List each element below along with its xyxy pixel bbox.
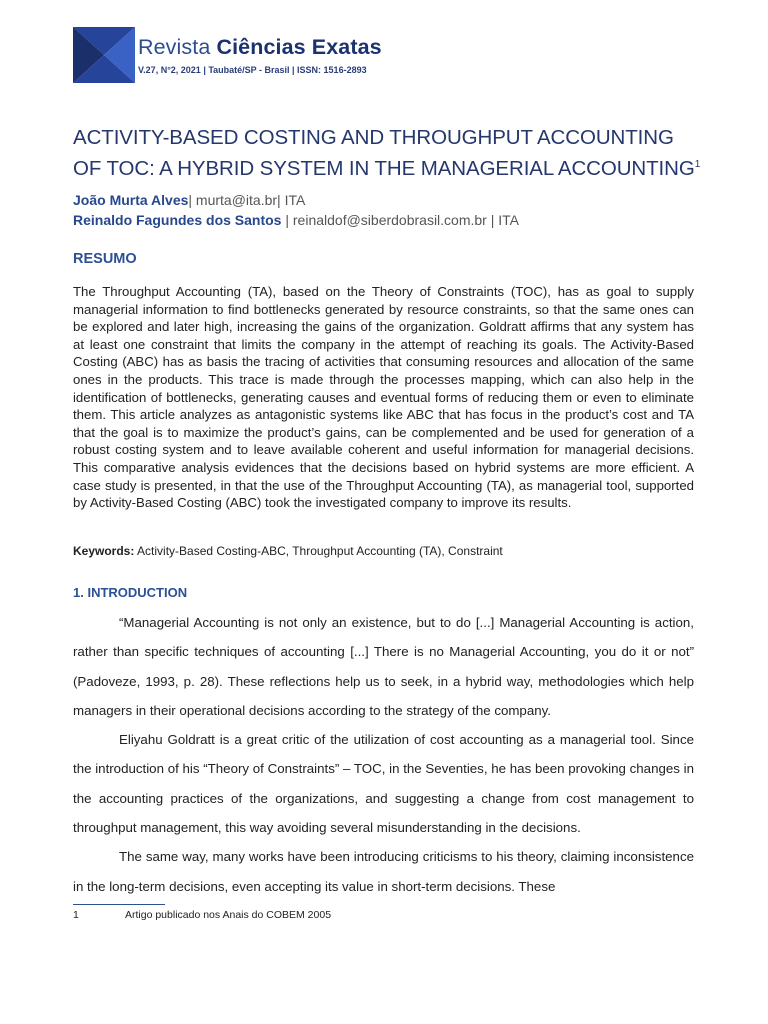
footnote-text: Artigo publicado nos Anais do COBEM 2005: [125, 909, 332, 921]
article-title-text: ACTIVITY-BASED COSTING AND THROUGHPUT ACCOUNTING OF TOC: A HYBRID SYSTEM IN THE MANAGERIAL ACCOUNTING: [73, 126, 695, 180]
title-footnote-ref: 1: [694, 159, 701, 170]
body-paragraph: The same way, many works have been introducing criticisms to his theory, claiming inconsistence in the long-term decisions, even accepting its value in short-term decisions. These: [73, 849, 694, 894]
journal-name-bold: Ciências Exatas: [216, 35, 382, 59]
author-details: | murta@ita.br| ITA: [188, 192, 306, 208]
resumo-heading: RESUMO: [73, 251, 137, 267]
footnote-divider: [73, 904, 165, 905]
author-name: João Murta Alves: [73, 192, 189, 208]
introduction-body: [73, 608, 694, 901]
author-list: [73, 190, 519, 230]
journal-header: [73, 27, 473, 85]
author-details: | reinaldof@siberdobrasil.com.br | ITA: [281, 212, 520, 228]
body-paragraph: “Managerial Accounting is not only an existence, but to do [...] Managerial Accounting is action, rather than specific techniques of accounting [...] There is no Managerial Accounting, you do it or not” (Padoveze, 1993, p. 28). These reflections help us to seek, in a hybrid way, methodologies which help managers in their operational decisions according to the strategy of the company.: [73, 615, 694, 718]
journal-name: [138, 35, 382, 60]
author-2: [73, 210, 519, 230]
keywords-text: Activity-Based Costing-ABC, Throughput Accounting (TA), Constraint: [134, 544, 503, 558]
body-paragraph: Eliyahu Goldratt is a great critic of the utilization of cost accounting as a managerial tool. Since the introduction of his “Theory of Constraints” – TOC, in the Seventies, he has been provoking changes in the accounting practices of the organizations, and suggesting a change from cost management to throughput management, this way avoiding several misunderstanding in the decisions.: [73, 732, 694, 836]
footnote-number: 1: [73, 909, 79, 921]
author-1: [73, 190, 519, 210]
keywords: [73, 544, 694, 558]
keywords-label: Keywords:: [73, 544, 135, 558]
author-name: Reinaldo Fagundes dos Santos: [73, 212, 282, 228]
introduction-heading: 1. INTRODUCTION: [73, 585, 188, 600]
journal-logo-icon: [73, 27, 135, 83]
footnote: [73, 909, 331, 921]
journal-name-light: Revista: [138, 35, 211, 59]
article-title: [73, 124, 703, 182]
journal-meta: V.27, N°2, 2021 | Taubaté/SP - Brasil | ISSN: 1516-2893: [138, 65, 367, 75]
abstract-text: The Throughput Accounting (TA), based on the Theory of Constraints (TOC), has as goal to supply managerial information to find bottlenecks generated by resource constraints, so that the same ones can be explored and later high, increasing the gains of the organization. Goldratt affirms that any system has at least one constraint that limits the company in the attempt of reaching its goals. The Activity-Based Costing (ABC) has as basis the tracing of activities that consuming resources and allocation of the same ones in the products. This trace is made through the processes mapping, which can also help in the identification of bottlenecks, generating causes and eventual forms of reducing them or even to eliminate them. This article analyzes as antagonistic systems like ABC that has focus in the product’s cost and TA that the goal is to maximize the product’s gains, can be complemented and be used for generation of a robust costing system and to leave available coherent and useful information for managerial decisions. This comparative analysis evidences that the decisions based on hybrid systems are more efficient. A case study is presented, in that the use of the Throughput Accounting (TA), as managerial tool, supported by Activity-Based Costing (ABC) took the investigated company to improve its results.: [73, 284, 694, 511]
